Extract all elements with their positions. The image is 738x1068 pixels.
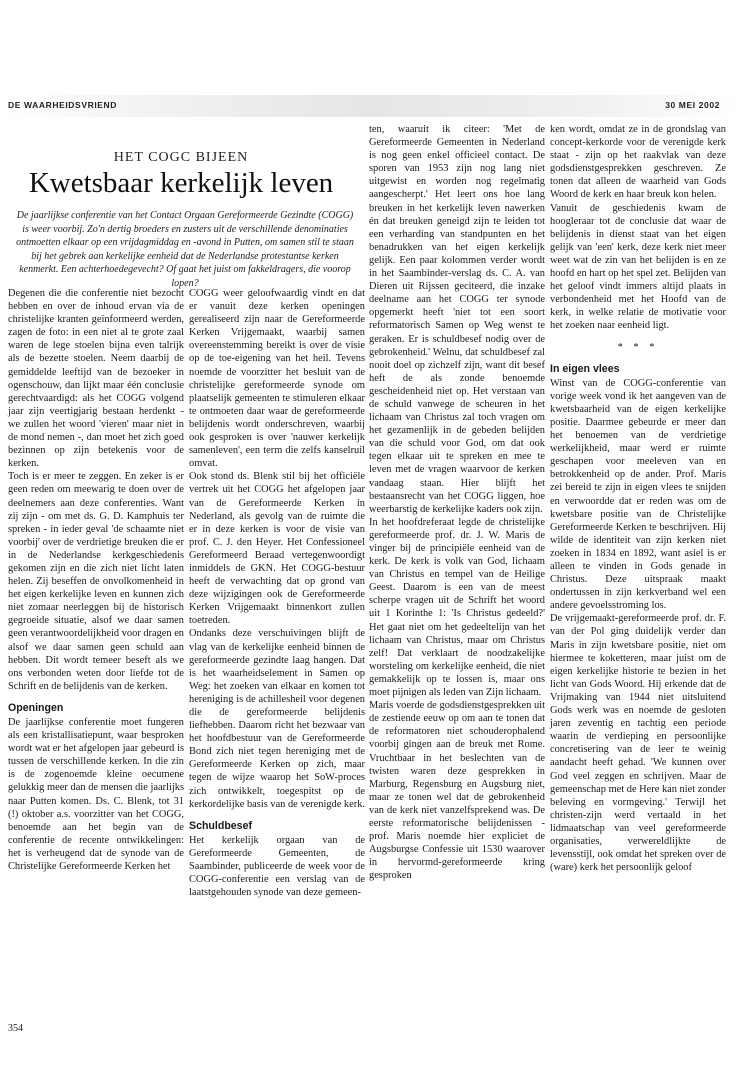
paragraph: ten, waaruit ik citeer: 'Met de Gereformeerde Gemeenten in Nederland is nog geen enkel officieel contact. De sporen van 1953 zijn nog lang niet uitgewist en worden nog regelmatig aangescherpt.' Het leert ons hoe lang breuken in het kerkelijk leven nawerken én dat breuken geneigd zijn te leiden tot een verharding van standpunten en het benadrukken van het eigen kerkelijk gelijk. Een paar kolommen verder wordt in het Saambinder-verslag ds. C. A. van Dieren uit Rijssen geciteerd, die inzake deelname aan het COGG ter synode opgemerkt heeft 'niet tot een soort reformatorisch Samen op Weg wenst te geraken. Er is schuldbesef nodig over de gebrokenheid.' Welnu, dat schuldbesef zal nooit doel op zichzelf zijn, want dit besef heft de als zonde benoemde gescheidenheid niet op. Het verstaan van de schuld vanwege de scheuren in het lichaam van Christus zal toch vragen om het gezamenlijk in de gebeden belijden van die schuld voor God, om dat ook tegen elkaar uit te spreken en mee te leven met de vragen waarvoor de kerken vandaag staan. Hier blijft het bestaansrecht van het COGG liggen, hoe weerbarstig de kerkelijke kaders ook zijn. [369, 124, 545, 515]
paragraph: Degenen die die conferentie niet bezocht hebben en over de inhoud ervan via de christelijke kranten geïnformeerd werden, zagen de foto: in een niet al te grote zaal waren de lege stoelen bijna even talrijk als de bezette stoelen. Neem daarbij de gemiddelde leeftijd van de bezoeker in ogenschouw, dan lijkt maar één conclusie gerechtvaardigd: als het COGG volgend jaar zijn veertigjarig bestaan herdenkt - we zullen het woord 'vieren' maar niet in de mond nemen -, dan moet het zich goed bezinnen op zijn betekenis voor de kerken. [8, 288, 184, 470]
paragraph: De jaarlijkse conferentie moet fungeren als een kristallisatiepunt, waar besproken wordt wat er het afgelopen jaar gebeurd is tussen de verschillende kerken. In die zin is de zogenoemde kleine oecumene gelukkig meer dan de mensen die jaarlijks naar Putten komen. Ds. C. Blenk, tot 31 (!) oktober a.s. voorzitter van het COGG, benoemde aan het begin van de conferentie de recente ontwikkelingen: het is verheugend dat de synode van de Christelijke Gereformeerde Kerken het [8, 717, 184, 873]
paragraph: Ook stond ds. Blenk stil bij het officiële vertrek uit het COGG het afgelopen jaar van de Gereformeerde Kerken in Nederland, als gevolg van de ruimte die er in deze kerken is voor de visie van prof. C. J. den Heyer. Het Confessioneel Gereformeerd Beraad vertegenwoordigt inmiddels de GKN. Het COGG-bestuur heeft de verwachting dat op grond van deze wijzigingen ook de Gereformeerde Kerken Vrijgemaakt binnenkort zullen toetreden. [189, 471, 365, 627]
article-kicker: HET COGC BIJEEN [113, 150, 249, 165]
article-column-3 [369, 123, 545, 882]
article-lede: De jaarlijkse conferentie van het Contact Orgaan Gereformeerde Gezindte (COGG) is weer voorbij. Zo'n dertig broeders en zusters uit de verschillende denominaties ontmoetten elkaar op een vrijdagmiddag en -avond in Putten, om samen stil te staan bij het gebrek aan kerkelijke eenheid dat de Nederlandse protestantse kerken kenmerkt. Een achterhoedegevecht? Of gaat het juist om fakkeldragers, die voorop lopen? [16, 210, 354, 289]
section-heading: Schuldbesef [189, 819, 252, 832]
section-heading: In eigen vlees [550, 362, 620, 375]
paragraph: Vanuit de geschiedenis kwam de hoogleraar tot de conclusie dat waar de belijdenis in dienst staat van het eigen gelijk van 'een' kerk, deze kerk niet meer weet wat de zin van het belijden is en ze hoofd en hart op het spel zet. Belijden van het geloof vindt immers altijd plaats in verbondenheid met het Hoofd van de kerk, in welke relatie de motivatie voor het zoeken naar eenheid ligt. [550, 202, 726, 332]
issue-date: 30 MEI 2002 [665, 100, 720, 110]
section-heading: Openingen [8, 701, 64, 714]
paragraph: De vrijgemaakt-gereformeerde prof. dr. F. van der Pol ging duidelijk verder dan Maris in zijn kwetsbare positie, niet om hiermee te koketteren, maar juist om de eigen kerkelijke historie te bezien in het licht van Gods Woord. Hij erkende dat de Vrijmaking van 1944 niet uitsluitend Gods werk was en noemde de gesloten jaren zeventig en tachtig een periode waarin de verdieping en persoonlijke concretisering van de leer te weinig aandacht heeft gehad. 'We kunnen over God veel zeggen en schrijven. Maar de gemeenschap met de Here kan niet zonder beleving en vormgeving.' Terwijl het christen-zijn werd vertaald in het lidmaatschap van veel gereformeerde organisaties, verwereldlijkte de levensstijl, ook omdat het spreken over de (ware) kerk het persoonlijk geloof [550, 613, 726, 874]
paragraph: Maris voerde de godsdienstgesprekken uit de zestiende eeuw op om aan te tonen dat de reformatoren niet schouderophalend voorbij gingen aan de breuk met Rome. Vruchtbaar in het beslechten van de twisten waren deze gesprekken in Marburg, Regensburg en Augsburg niet, maar ze tonen wel dat de gebrokenheid van de kerk niet vanzelfsprekend was. De eerste reformatorische belijdenissen - prof. Maris noemde hier expliciet de Augsburgse Confessie uit 1530 waarover in hervormd-gereformeerde kring gesproken [369, 700, 545, 882]
article-column-1 [8, 287, 184, 873]
section-divider: * * * [617, 341, 659, 353]
publication-name: DE WAARHEIDSVRIEND [8, 100, 118, 110]
article-column-2 [189, 287, 365, 899]
paragraph: In het hoofdreferaat legde de christelijke gereformeerde prof. dr. J. W. Maris de vinger bij de principiële eenheid van de kerk. De kerk is volk van God, lichaam van Christus en tempel van de Heilige Geest. Daarom is een van de meest scherpe vragen uit de Schrift het woord uit 1 Korinthe 1: 'Is Christus gedeeld?' Het gaat niet om het gedeeltelijn van het lichaam van Christus, maar om Christus zelf! Dat verklaart de noodzakelijke worsteling om kerkelijke eenheid, die niet gemakkelijk op te lossen is, maar ons moet pijnigen als leden van Zijn lichaam. [369, 516, 545, 699]
article-column-4 [550, 123, 726, 874]
paragraph: Het kerkelijk orgaan van de Gereformeerde Gemeenten, de Saambinder, publiceerde de week voor de COGG-conferentie een verslag van de laatstgehouden synode van deze gemeen- [189, 834, 365, 899]
paragraph: Winst van de COGG-conferentie van vorige week vond ik het aangeven van de kwetsbaarheid van de eigen kerkelijke positie. Daarmee gebeurde er meer dan het benoemen van de verdrietige werkelijkheid, maar werd er ruimte geschapen voor meeleven van en betrokkenheid op de ander. Prof. Maris zei bereid te zijn in eigen vlees te snijden en verwoordde dat er reden was om de kwetsbare positie van de Christelijke Gereformeerde Kerken te beschrijven. Hij wilde de identiteit van zijn kerken niet zoeken in 1834 en 1892, want asiel is er alleen te vinden in Gods genade in Christus. Deze uitspraak maakt ondertussen in zijn kerkverband wel een andere gevoelsstroming los. [550, 377, 726, 612]
paragraph: Ondanks deze verschuivingen blijft de vlag van de kerkelijke eenheid binnen de gereformeerde gezindte laag hangen. Dat is het waarheidselement in Samen op Weg: het zoeken van elkaar en komen tot hereniging is de achillesheil voor degenen die de gereformeerde belijdenis liefhebben. Daarom richt het bezwaar van het hoofdbestuur van de Gereformeerde Bond zich niet tegen hereniging met de Gereformeerde Kerken op zich, maar tegen de wijze waarop het SoW-proces zich ontwikkelt, toegespitst op de kerkordelijke basis van de verenigde kerk. [189, 628, 365, 810]
article-headline: Kwetsbaar kerkelijk leven [28, 167, 334, 199]
paragraph: COGG weer geloofwaardig vindt en dat er vanuit deze kerken openingen gerealiseerd zijn naar de Gereformeerde Kerken Vrijgemaakt, waarbij samen overeenstemming bereikt is over de visie op de toe-eigening van het heil. Tevens noemde de voorzitter het besluit van de christelijke gereformeerde synode om plaatselijk gemeenten te stimuleren elkaar te ontmoeten daar waar de gereformeerde belijdenis wordt onderschreven, waarbij ook gesproken is over 'nauwer kerkelijk samenleven', een term die zelfs kanselruil omvat. [189, 288, 365, 470]
paragraph: Toch is er meer te zeggen. En zeker is er geen reden om meewarig te doen over de deelnemers aan deze conferenties. Want zij zijn - om met ds. G. D. Kamphuis ter spreken - in ieder geval 'de schaamte niet voorbij' over de verdrietige breuken die er in de Nederlandse kerkgeschiedenis gekomen zijn en die zich niet licht laten helen. Zij beseffen de onvolkomenheid in het eigen kerkelijke leven en kunnen zich niet zomaar neerleggen bij de historisch gegroeide situatie, alsof we daar samen geen verantwoordelijkheid voor dragen en alsof we daar samen geen schuld aan hebben. Dit wordt temeer beseft als we ons verbonden weten door liefde tot de Schrift en de belijdenis van de kerken. [8, 471, 184, 692]
page-number: 354 [8, 1023, 23, 1034]
paragraph: ken wordt, omdat ze in de grondslag van concept-kerkorde voor de verenigde kerk staat - zijn op het raakvlak van deze godsdienstgesprekken geschreven. Ze tonen dat alleen de waarheid van Gods Woord de kerk en haar breuk kon helen. [550, 124, 726, 201]
